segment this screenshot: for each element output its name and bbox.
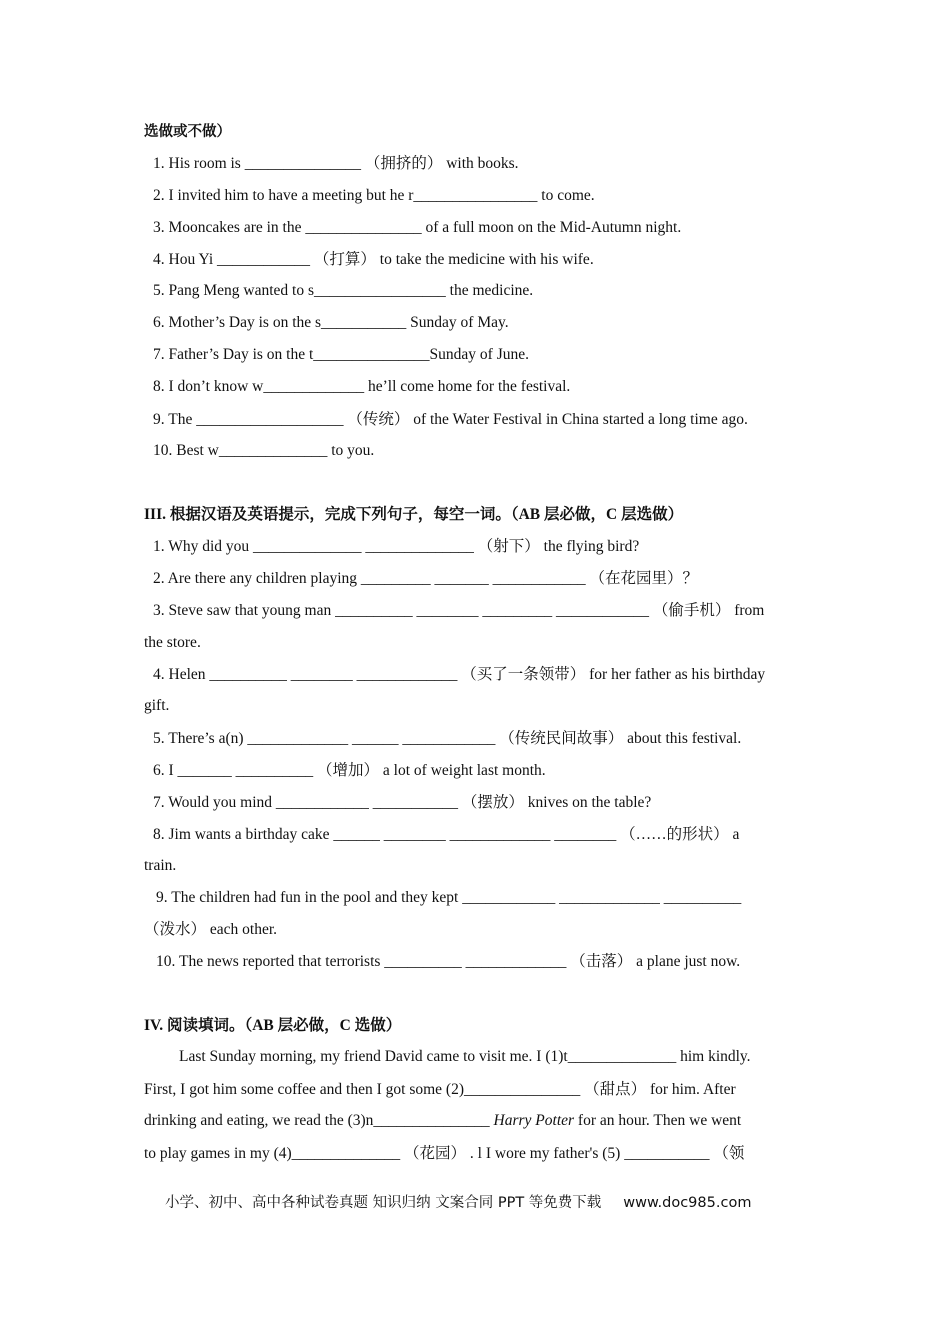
section3-line-7: 7. Would you mind ____________ ___________ （摆放） knives on the table? bbox=[153, 794, 652, 811]
section2-item-3: 3. Mooncakes are in the _______________ of a full moon on the Mid-Autumn night. bbox=[153, 219, 682, 236]
section3-line-8: 8. Jim wants a birthday cake ______ ________ _____________ ________ （……的形状） a bbox=[153, 826, 740, 843]
passage-line-3-post: for an hour. Then we went bbox=[574, 1112, 742, 1129]
passage-line-4: to play games in my (4)______________ （花园） . l I wore my father's (5) ___________ （领 bbox=[144, 1145, 745, 1162]
section2-item-8: 8. I don’t know w_____________ he’ll come home for the festival. bbox=[153, 378, 571, 395]
section2-item-6: 6. Mother’s Day is on the s___________ Sunday of May. bbox=[153, 314, 509, 331]
section3-line-5: 5. There’s a(n) _____________ ______ ____________ （传统民间故事） about this festival. bbox=[153, 730, 742, 747]
section3-line-3-cont: the store. bbox=[144, 634, 201, 651]
section4-heading: IV. 阅读填词。（AB 层必做，C 选做） bbox=[144, 1017, 402, 1034]
section3-heading: III. 根据汉语及英语提示，完成下列句子，每空一词。（AB 层必做，C 层选做） bbox=[144, 506, 684, 523]
passage-line-2: First, I got him some coffee and then I got some (2)_______________ （甜点） for him. After bbox=[144, 1081, 736, 1098]
section2-item-4: 4. Hou Yi ____________ （打算） to take the medicine with his wife. bbox=[153, 251, 594, 268]
section2-item-7: 7. Father’s Day is on the t_______________Sunday of June. bbox=[153, 346, 529, 363]
section3-line-3: 3. Steve saw that young man __________ ________ _________ ____________ （偷手机） from bbox=[153, 602, 765, 619]
section2-heading-tail: 选做或不做） bbox=[144, 124, 231, 140]
section3-line-10: 10. The news reported that terrorists __________ _____________ （击落） a plane just now. bbox=[156, 953, 741, 970]
section2-item-2: 2. I invited him to have a meeting but he r________________ to come. bbox=[153, 187, 595, 204]
section3-line-6: 6. I _______ __________ （增加） a lot of weight last month. bbox=[153, 762, 546, 779]
book-title: Harry Potter bbox=[493, 1112, 575, 1129]
section3-line-4: 4. Helen __________ ________ _____________ （买了一条领带） for her father as his birthday bbox=[153, 666, 766, 683]
section2-item-5: 5. Pang Meng wanted to s_________________ the medicine. bbox=[153, 282, 534, 299]
section3-line-9: 9. The children had fun in the pool and they kept ____________ _____________ __________ bbox=[156, 889, 742, 906]
section2-item-9: 9. The ___________________ （传统） of the Water Festival in China started a long time ago. bbox=[153, 411, 748, 428]
section3-line-9-cont: （泼水） each other. bbox=[144, 921, 278, 938]
passage-line-3 bbox=[144, 1111, 741, 1131]
footer bbox=[165, 1191, 751, 1212]
section3-line-8-cont: train. bbox=[144, 857, 177, 874]
section3-line-4-cont: gift. bbox=[144, 697, 170, 714]
section3-line-2: 2. Are there any children playing _________ _______ ____________ （在花园里）？ bbox=[153, 570, 699, 587]
section2-item-10: 10. Best w______________ to you. bbox=[153, 442, 375, 459]
footer-url[interactable]: www.doc985.com bbox=[623, 1195, 752, 1211]
passage-line-3-pre: drinking and eating, we read the (3)n_______________ bbox=[144, 1112, 494, 1129]
passage-line-1: Last Sunday morning, my friend David came to visit me. I (1)t______________ him kindly. bbox=[179, 1048, 751, 1065]
footer-text: 小学、初中、高中各种试卷真题 知识归纳 文案合同 PPT 等免费下载 bbox=[165, 1195, 602, 1211]
section3-line-1: 1. Why did you ______________ ______________ （射下） the flying bird? bbox=[153, 538, 640, 555]
section2-item-1: 1. His room is _______________ （拥挤的） with books. bbox=[153, 155, 519, 172]
